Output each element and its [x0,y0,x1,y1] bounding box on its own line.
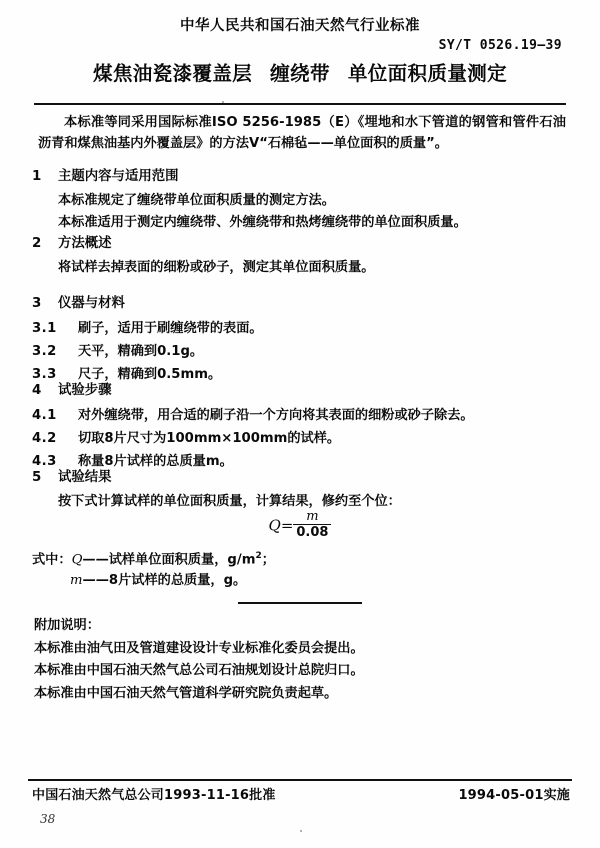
section-5 [32,466,568,513]
section-4 [32,379,568,473]
symbol-m-description: 8片试样的总质量，g。 [108,573,247,589]
symbol-q-terminator: ； [261,552,275,568]
section-5-paragraph-1: 按下式计算试样的单位面积质量，计算结果，修约至个位： [58,494,401,509]
symbol-q-description: 试样单位面积质量，g/m [108,552,256,568]
where-label: 式中： [32,552,72,568]
clause-3-3-number: 3.3 [32,367,57,382]
clause-4-2-number: 4.2 [32,431,57,446]
footer-divider [28,779,572,781]
symbol-q-exponent: 2 [255,551,262,561]
formula-numerator: m [306,509,319,524]
symbol-m-dash: —— [82,573,109,589]
section-4-title: 试验步骤 [58,383,112,398]
section-3-clauses [32,317,568,386]
issuing-body-heading: 中华人民共和国石油天然气行业标准 [180,18,420,34]
section-2-title: 方法概述 [58,236,112,251]
section-4-clauses [32,404,568,473]
scan-artifact-2 [300,830,302,832]
footer-effective-date: 1994-05-01实施 [458,788,570,803]
clause-3-2-number: 3.2 [32,344,57,359]
clause-4-3-text: 称量8片试样的总质量m。 [78,454,233,469]
formula-left-side: Q= [268,516,294,535]
section-4-number: 4 [32,383,42,398]
symbol-line-m [32,570,568,591]
section-4-heading [32,379,568,398]
section-5-heading [32,466,568,485]
clause-4-2-text: 切取8片尺寸为100mm×100mm的试样。 [78,431,341,446]
symbol-definitions [32,546,568,591]
section-2 [32,232,568,279]
symbol-line-q [32,546,568,570]
notes-line-1: 本标准由油气田及管道建设设计专业标准化委员会提出。 [34,640,364,656]
clause-4-1-number: 4.1 [32,408,57,423]
section-2-body [32,257,568,279]
notes-line-2: 本标准由中国石油天然气总公司石油规划设计总院归口。 [34,663,364,678]
section-1-number: 1 [32,169,42,184]
title-part-2: 缠绕带 [270,62,330,85]
clause-3-3-text: 尺子，精确到0.5mm。 [78,367,222,382]
section-1 [32,165,568,233]
header-divider [34,103,566,105]
section-1-paragraph-1: 本标准规定了缠绕带单位面积质量的测定方法。 [58,193,335,208]
section-1-body [32,190,568,233]
title-part-3: 单位面积质量测定 [347,62,508,85]
intro-paragraph: 本标准等同采用国际标准ISO 5256-1985（E）《埋地和水下管道的钢管和管件石油 沥青和煤焦油基内外覆盖层》的方法Ⅴ“石棉毡——单位面积的质量”。 [38,115,566,151]
section-2-heading [32,232,568,251]
formula-expression [269,510,332,541]
notes-title: 附加说明： [34,618,100,633]
clause-3-1 [32,317,568,340]
section-1-title: 主题内容与适用范围 [58,169,179,184]
section-1-paragraph-2: 本标准适用于测定内缠绕带、外缠绕带和热烤缠绕带的单位面积质量。 [58,214,467,230]
scan-artifact-1 [222,101,224,103]
clause-3-2 [32,340,568,363]
section-2-number: 2 [32,236,42,251]
section-3-heading [32,292,568,311]
symbol-q-dash: —— [82,552,109,568]
footer-approval: 中国石油天然气总公司1993-11-16批准 [32,788,276,803]
clause-4-3-number: 4.3 [32,454,57,469]
notes-divider [238,602,362,604]
section-3-number: 3 [32,296,42,311]
symbol-m: m [70,573,83,589]
formula-block [0,510,600,541]
formula-fraction [293,510,331,541]
clause-3-1-text: 刷子，适用于刷缠绕带的表面。 [78,321,263,336]
page-number: 38 [40,812,56,826]
section-5-number: 5 [32,470,42,485]
page-title [0,58,600,86]
clause-4-1 [32,404,568,427]
standard-code: SY/T 0526.19—39 [438,38,562,53]
clause-4-1-text: 对外缠绕带，用合适的刷子沿一个方向将其表面的细粉或砂子除去。 [78,408,474,423]
section-3 [32,292,568,386]
section-5-title: 试验结果 [58,470,112,485]
section-1-heading [32,165,568,184]
clause-3-2-text: 天平，精确到0.1g。 [78,344,204,359]
clause-4-2 [32,427,568,450]
supplementary-notes [34,615,570,705]
title-part-1: 煤焦油瓷漆覆盖层 [92,62,253,85]
formula-denominator: 0.08 [293,524,331,541]
notes-line-3: 本标准由中国石油天然气管道科学研究院负责起草。 [34,685,338,701]
clause-3-1-number: 3.1 [32,321,57,336]
symbol-q: Q [71,552,83,568]
section-3-title: 仪器与材料 [58,296,125,311]
section-2-paragraph-1: 将试样去掉表面的细粉或砂子，测定其单位面积质量。 [58,260,375,275]
